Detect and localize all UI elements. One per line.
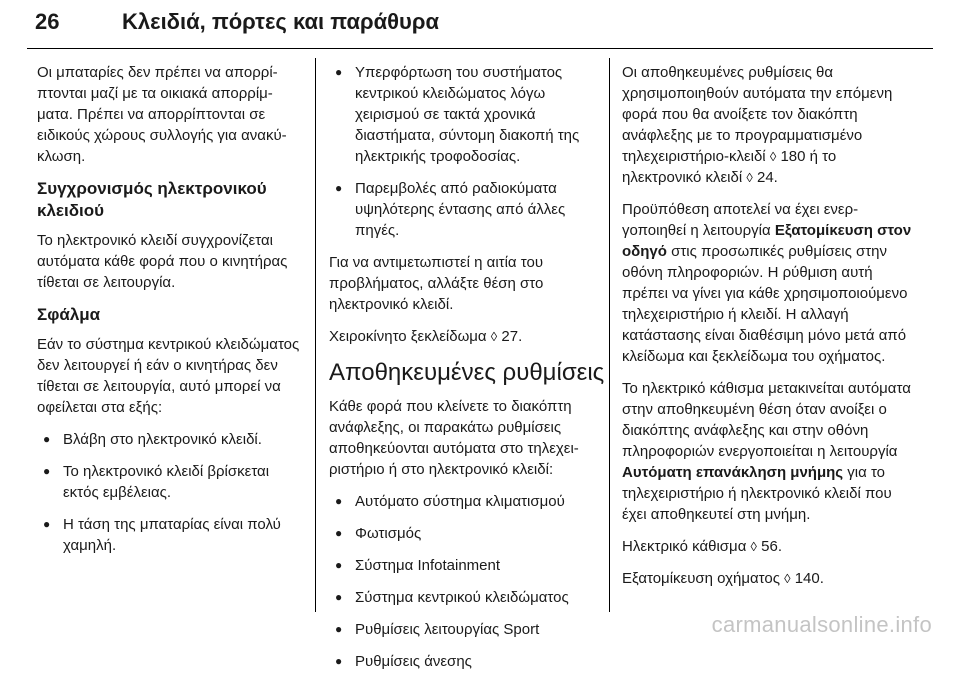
column-divider <box>315 58 316 612</box>
page-number: 26 <box>35 9 60 34</box>
list-item: ● Το ηλεκτρονικό κλειδί βρίσκεται εκτός εμβέλειας. <box>37 461 303 503</box>
fault-list-continued <box>329 62 605 241</box>
list-item: ● Η τάση της μπαταρίας είναι πολύ χαμηλή. <box>37 514 303 556</box>
list-item: ● Ρυθμίσεις άνεσης <box>329 651 605 672</box>
power-seat-reference: Ηλεκτρικό κάθισμα ◊ 56. <box>622 538 783 555</box>
fault-paragraph: Εάν το σύστημα κεντρικού κλειδώματος δεν λειτουργεί ή εάν ο κινητήρας δεν τίθεται σε λειτουργία, αυτό μπορεί να οφείλεται στα εξής: <box>37 336 300 416</box>
list-item: ● Σύστημα κεντρικού κλειδώματος <box>329 587 605 608</box>
page-title: Κλειδιά, πόρτες και παράθυρα <box>122 9 439 34</box>
page-reference-icon: ◊ <box>769 149 777 164</box>
list-item: ● Αυτόματο σύστημα κλιματισμού <box>329 491 605 512</box>
list-item: ● Ρυθμίσεις λειτουργίας Sport <box>329 619 605 640</box>
column-left <box>37 62 303 567</box>
column-divider <box>609 58 610 612</box>
page-reference-number[interactable]: 27 <box>501 328 519 345</box>
page-reference-number[interactable]: 56. <box>761 538 783 555</box>
vehicle-personalization-reference: Εξατομίκευση οχήματος ◊ 140. <box>622 570 824 587</box>
manual-unlock-reference: Χειροκίνητο ξεκλείδωμα ◊ 27. <box>329 328 523 345</box>
column-middle <box>329 62 605 683</box>
sync-paragraph: Το ηλεκτρονικό κλειδί συγχρονίζεται αυτόματα κάθε φορά που ο κινητήρας τίθεται σε λειτουργία. <box>37 232 288 291</box>
battery-disposal-paragraph: Οι μπαταρίες δεν πρέπει να απορρίπτονται μαζί με τα οικιακά απορρίμματα. Πρέπει να απορρίπτονται σε ειδικούς χώρους συλλογής για ανακύκλωση. <box>37 64 287 165</box>
page-header <box>27 0 933 49</box>
list-item: ● Σύστημα Infotainment <box>329 555 605 576</box>
manual-unlock-link-text[interactable]: Χειροκίνητο ξεκλείδωμα <box>329 328 487 345</box>
stored-settings-paragraph: Οι αποθηκευμένες ρυθμίσεις θα χρησιμοποιηθούν αυτόματα την επόμενη φορά που θα ανοίξετε τον διακόπτη ανάφλεξης με το προγραμματισμένο τηλεχειριστήριο-κλειδί ◊ 180 ή το ηλεκτρονικό κλειδί ◊ 24. <box>622 64 893 186</box>
page-reference-icon: ◊ <box>490 329 498 344</box>
list-item: ● Φωτισμός <box>329 523 605 544</box>
page-reference-icon: ◊ <box>784 571 791 586</box>
page-reference-icon: ◊ <box>746 170 753 185</box>
fault-list <box>37 429 303 556</box>
list-item: ● Παρεμβολές από ραδιοκύματα υψηλότερης έντασης από άλλες πηγές. <box>329 178 605 241</box>
prerequisite-paragraph: Προϋπόθεση αποτελεί να έχει ενεργοποιηθεί η λειτουργία Εξατομίκευση στον οδηγό στις προσωπικές ρυθμίσεις στην οθόνη πληροφοριών. Η ρύθμιση αυτή πρέπει να γίνει για κάθε χρησιμοποιούμενο τηλεχειριστήριο ή κλειδί. Η αλλαγή κατάστασης είναι διαθέσιμη μόνο μετά από κλείδωμα και ξεκλείδωμα του οχήματος. <box>622 201 912 365</box>
page-reference-number[interactable]: 140. <box>794 570 824 587</box>
list-item: ● Υπερφόρτωση του συστήματος κεντρικού κλειδώματος λόγω χειρισμού σε τακτά χρονικά διαστήματα, σύντομη διακοπή της ηλεκτρικής τροφοδοσίας. <box>329 62 605 167</box>
page-reference-number[interactable]: 180 <box>780 148 806 165</box>
page-reference-number[interactable]: 24. <box>756 169 778 186</box>
column-right <box>622 62 914 600</box>
memory-settings-list <box>329 491 605 672</box>
page-reference-icon: ◊ <box>750 539 757 554</box>
sync-heading: Συγχρονισμός ηλεκτρονικού κλειδιού <box>37 179 267 220</box>
watermark: carmanualsonline.info <box>711 612 932 637</box>
menu-term-auto-memory-recall: Αυτόματη επανάκληση μνήμης <box>622 464 844 481</box>
seat-memory-paragraph: Το ηλεκτρικό κάθισμα μετακινείται αυτόματα στην αποθηκευμένη θέση όταν ανοίξει ο διακόπτης ανάφλεξης και στην οθόνη πληροφοριών ενεργοποιείται η λειτουργία Αυτόματη επανάκληση μνήμης για το τηλεχειριστήριο ή ηλεκτρονικό κλειδί που έχει αποθηκευτεί στη μνήμη. <box>622 380 911 523</box>
menu-term-driver-personalization: Εξατομίκευση στον οδηγό <box>622 222 912 260</box>
fault-heading: Σφάλμα <box>37 305 101 324</box>
list-item: ● Βλάβη στο ηλεκτρονικό κλειδί. <box>37 429 303 450</box>
fix-paragraph: Για να αντιμετωπιστεί η αιτία του προβλήματος, αλλάξτε θέση στο ηλεκτρονικό κλειδί. <box>329 254 544 313</box>
memory-settings-heading: Αποθηκευμένες ρυθμίσεις <box>329 359 605 386</box>
memory-settings-paragraph: Κάθε φορά που κλείνετε το διακόπτη ανάφλεξης, οι παρακάτω ρυθμίσεις αποθηκεύονται αυτόματα στο τηλεχειριστήριο ή στο ηλεκτρονικό κλειδί: <box>329 398 579 478</box>
